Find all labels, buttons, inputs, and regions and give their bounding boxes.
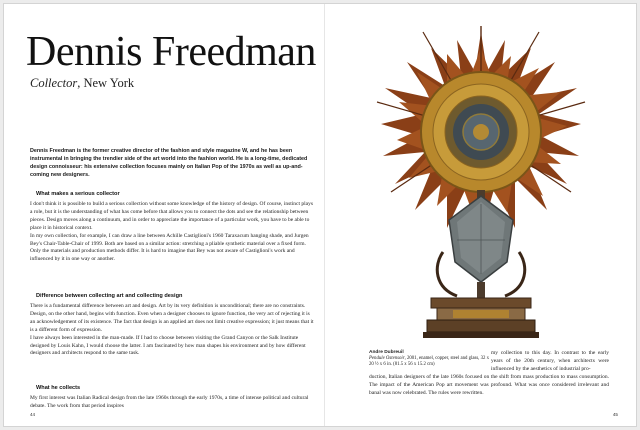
section-art-vs-design <box>30 292 314 358</box>
subtitle-city: New York <box>83 76 135 90</box>
caption-details: , 2001, enamel, copper, steel and glass, 32 x 20 ½ x 6 in. (81.5 x 56 x 15.2 cm) <box>369 356 489 368</box>
pendule-ostensoir-image <box>373 26 591 346</box>
body-paragraph-continued: my collection to this day. In contrast to the early years of the 20th century, when architects were influenced by the aesthetics of industrial pro- <box>491 350 609 372</box>
section-serious-collector <box>30 190 314 264</box>
section-what-he-collects <box>30 384 314 411</box>
section-heading: What he collects <box>36 385 81 391</box>
left-page <box>4 4 324 426</box>
section-heading: Difference between collecting art and collecting design <box>36 293 183 299</box>
body-paragraph: There is a fundamental difference between art and design. Art by its very definition is unconditional; there are no constraints. Design, on the other hand, begins with function. Even when a designer chooses to ignore function, the very act of rejecting it is an acknowledgement of its existence. The fact that design is an applied art does not limit creative expression; it just means that it is a different form of expression. <box>30 303 314 333</box>
magazine-spread <box>4 4 636 426</box>
body-paragraph: My first interest was Italian Radical design from the late 1960s through the early 1970s, a time of intense political and cultural debate. The work from that period inspires <box>30 395 309 409</box>
intro-paragraph: Dennis Freedman is the former creative director of the fashion and style magazine W, and he has been instrumental in bringing the trendier side of the art world into the fashion world. He is a long-time, dedicated design connoisseur: his extensive collection focuses mainly on Italian Pop of the 1970s as well as up-and-coming new designers. <box>30 148 308 178</box>
caption-artist: Andre Dubreuil <box>369 350 404 355</box>
body-paragraph: In my own collection, for example, I can draw a line between Achille Castiglioni's 1960 Taraxacum hanging shade, and Jurgen Bey's Chair-Table-Chair of 1999. Both are based on a similar action: stretching a pliable synthetic material over a fixed form. Only the materials and production methods differ. It is hard to imagine that Bey was not aware of Castiglioni's work and influenced by it in one way or another. <box>30 232 309 263</box>
body-paragraph: I have always been interested in the man-made. If I had to choose between visiting the Grand Canyon or the Salk Institute designed by Louis Kahn, I would choose the latter. I am fascinated by how man shapes his environment and by how different designers and architects respond to the same task. <box>30 334 306 357</box>
subtitle-separator: , <box>77 76 81 90</box>
page-subtitle <box>30 76 134 91</box>
caption-work-title: Pendule Ostensoir <box>369 356 405 362</box>
body-paragraph: I don't think it is possible to build a serious collection without some knowledge of the history of design. Of course, instinct plays a role, but it is the understanding of what has come before that allows you to connect the dots and see the relationship between pieces. Design moves along a continuum, and in order to appreciate the importance of a particular work, you have to be able to place it in historical context. <box>30 201 313 231</box>
section-heading: What makes a serious collector <box>36 191 120 197</box>
body-paragraph-continued-full: duction, Italian designers of the late 1960s focused on the shift from mass production to mass consumption. The impact of the American Pop art movement was profound. What was once considered irrelevant and banal was now celebrated. The rules were rewritten. <box>369 374 609 396</box>
page-number: 45 <box>612 412 618 417</box>
right-page <box>325 4 636 426</box>
subtitle-role: Collector <box>30 76 78 90</box>
page-title: Dennis Freedman <box>26 29 316 75</box>
artwork-caption <box>369 350 489 369</box>
page-number: 44 <box>30 412 36 417</box>
